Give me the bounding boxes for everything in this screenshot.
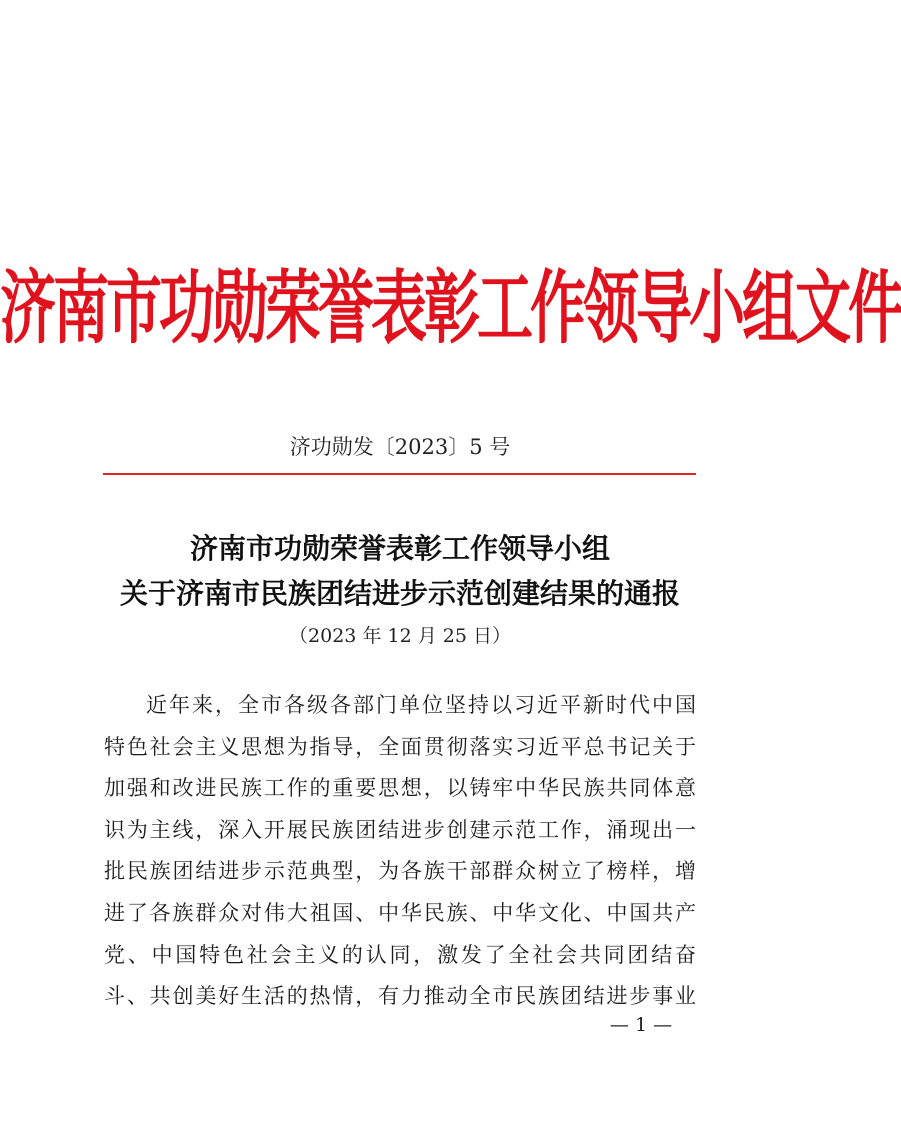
document-title-line-2: 关于济南市民族团结进步示范创建结果的通报 xyxy=(119,577,680,610)
document-title-line-1: 济南市功勋荣誉表彰工作领导小组 xyxy=(189,532,610,565)
body-text-line: 党、中国特色社会主义的认同，激发了全社会共同团结奋 xyxy=(104,943,696,967)
body-text-line: 斗、共创美好生活的热情，有力推动全市民族团结进步事业 xyxy=(104,984,696,1008)
issuer-header-title: 济南市功勋荣誉表彰工作领导小组文件 xyxy=(0,262,901,356)
body-text-line: 识为主线，深入开展民族团结进步创建示范工作，涌现出一 xyxy=(104,818,696,842)
page-number: — 1 — xyxy=(609,1014,673,1036)
red-divider-line xyxy=(103,473,696,475)
body-text-line: 批民族团结进步示范典型，为各族干部群众树立了榜样，增 xyxy=(104,859,696,883)
body-text-line: 进了各族群众对伟大祖国、中华民族、中华文化、中国共产 xyxy=(104,901,696,925)
body-text-line: 加强和改进民族工作的重要思想，以铸牢中华民族共同体意 xyxy=(104,776,696,800)
body-text-line: 近年来，全市各级各部门单位坚持以习近平新时代中国 xyxy=(146,693,696,717)
body-text-line: 特色社会主义思想为指导，全面贯彻落实习近平总书记关于 xyxy=(104,735,696,759)
document-date: （2023 年 12 月 25 日） xyxy=(289,625,511,647)
document-number: 济功勋发〔2023〕5 号 xyxy=(289,435,511,459)
